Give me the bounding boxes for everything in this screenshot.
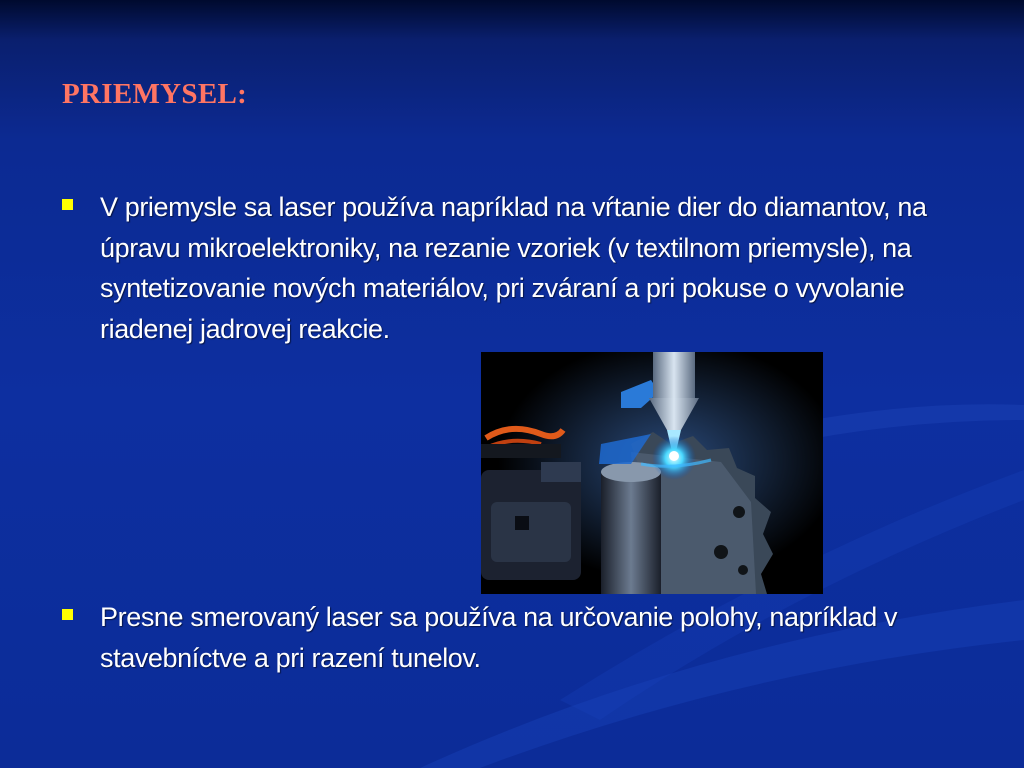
slide-title: PRIEMYSEL: [62,78,248,110]
bullet-text: V priemysle sa laser používa napríklad na vŕtanie dier do diamantov, na úpravu mikroelektroniky, na rezanie vzoriek (v textilnom priemysle), na syntetizovanie nových materiálov, pri zváraní a pri pokuse o vyvolanie riadenej jadrovej reakcie. [100,192,927,344]
laser-machine-illustration [481,352,823,594]
bullet-text: Presne smerovaný laser sa používa na určovanie polohy, napríklad v stavebníctve a pri razení tunelov. [100,602,898,673]
laser-cutting-machine-photo [481,352,823,594]
square-bullet-icon [62,609,73,620]
square-bullet-icon [62,199,73,210]
